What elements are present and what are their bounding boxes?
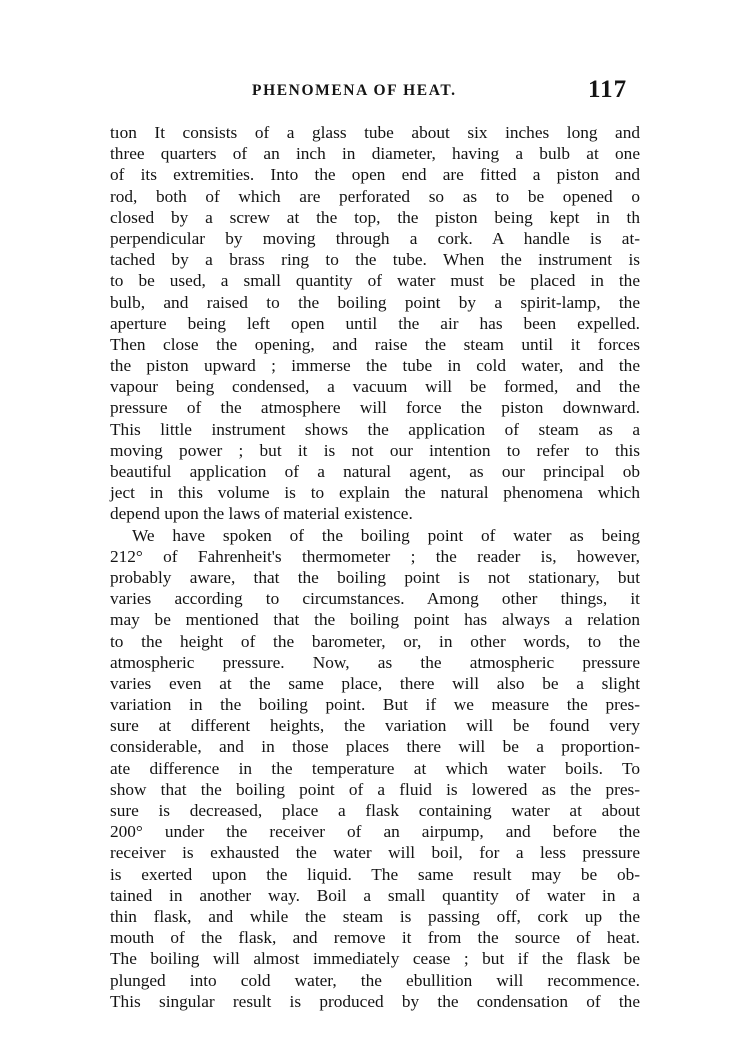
paragraph-boiling-point [110,525,640,1012]
running-title: PHENOMENA OF HEAT. [252,82,457,99]
text-line: to the height of the barometer, or, in other words, to the [110,631,640,651]
text-line: thin flask, and while the steam is passing off, cork up the [110,906,640,926]
text-line: is exerted upon the liquid. The same result may be ob- [110,864,640,884]
text-line: varies according to circumstances. Among other things, it [110,589,640,609]
text-line: sure is decreased, place a flask containing water at about [110,801,640,820]
text-line: atmospheric pressure. Now, as the atmospheric pressure [110,652,640,672]
page-header [0,76,750,108]
text-line: This little instrument shows the application of steam as a [110,419,640,439]
text-line: aperture being left open until the air has been expelled. [110,313,640,333]
text-line: probably aware, that the boiling point is not stationary, but [110,567,640,587]
text-line: moving power ; but it is not our intention to refer to this [110,440,640,460]
text-line: varies even at the same place, there will also be a slight [110,673,640,693]
text-line: vapour being condensed, a vacuum will be formed, and the [110,377,640,397]
text-line: The boiling will almost immediately cease ; but if the flask be [110,949,640,969]
text-line: pressure of the atmosphere will force the piston downward. [110,398,640,418]
text-line: depend upon the laws of material existence. [110,504,413,524]
text-line: tained in another way. Boil a small quantity of water in a [110,885,640,905]
text-line: Then close the opening, and raise the steam until it forces [110,334,640,354]
text-line: tached by a brass ring to the tube. When the instrument is [110,250,640,270]
text-line: variation in the boiling point. But if we measure the pres- [110,695,640,715]
text-line: ject in this volume is to explain the natural phenomena which [110,483,640,503]
page-number: 117 [588,76,628,103]
text-line: to be used, a small quantity of water must be placed in the [110,271,640,291]
text-line: We have spoken of the boiling point of water as being [132,525,640,545]
text-line: perpendicular by moving through a cork. A handle is at- [110,228,640,248]
text-line: This singular result is produced by the condensation of the [110,991,640,1011]
text-line: closed by a screw at the top, the piston being kept in th [110,207,640,227]
text-line: three quarters of an inch in diameter, having a bulb at one [110,144,640,164]
text-line: tıon It consists of a glass tube about six inches long and [110,123,640,142]
text-line: 212° of Fahrenheit's thermometer ; the reader is, however, [110,546,640,566]
text-line: rod, both of which are perforated so as to be opened o [110,186,640,206]
text-line: sure at different heights, the variation will be found very [110,716,640,736]
text-line: the piston upward ; immerse the tube in cold water, and the [110,356,640,376]
page-body [110,122,640,1012]
text-line: bulb, and raised to the boiling point by a spirit-lamp, the [110,292,640,312]
text-line: mouth of the flask, and remove it from the source of heat. [110,928,640,948]
text-line: beautiful application of a natural agent, as our principal ob [110,462,640,481]
text-line: ate difference in the temperature at which water boils. To [110,758,640,778]
text-line: considerable, and in those places there will be a proportion- [110,737,640,757]
text-line: 200° under the receiver of an airpump, and before the [110,822,640,842]
text-line: may be mentioned that the boiling point has always a relation [110,610,640,630]
text-line: show that the boiling point of a fluid is lowered as the pres- [110,779,640,799]
text-line: receiver is exhausted the water will boil, for a less pressure [110,843,640,863]
paragraph-continued [110,122,640,525]
text-line: of its extremities. Into the open end are fitted a piston and [110,165,640,185]
text-line: plunged into cold water, the ebullition will recommence. [110,970,640,990]
